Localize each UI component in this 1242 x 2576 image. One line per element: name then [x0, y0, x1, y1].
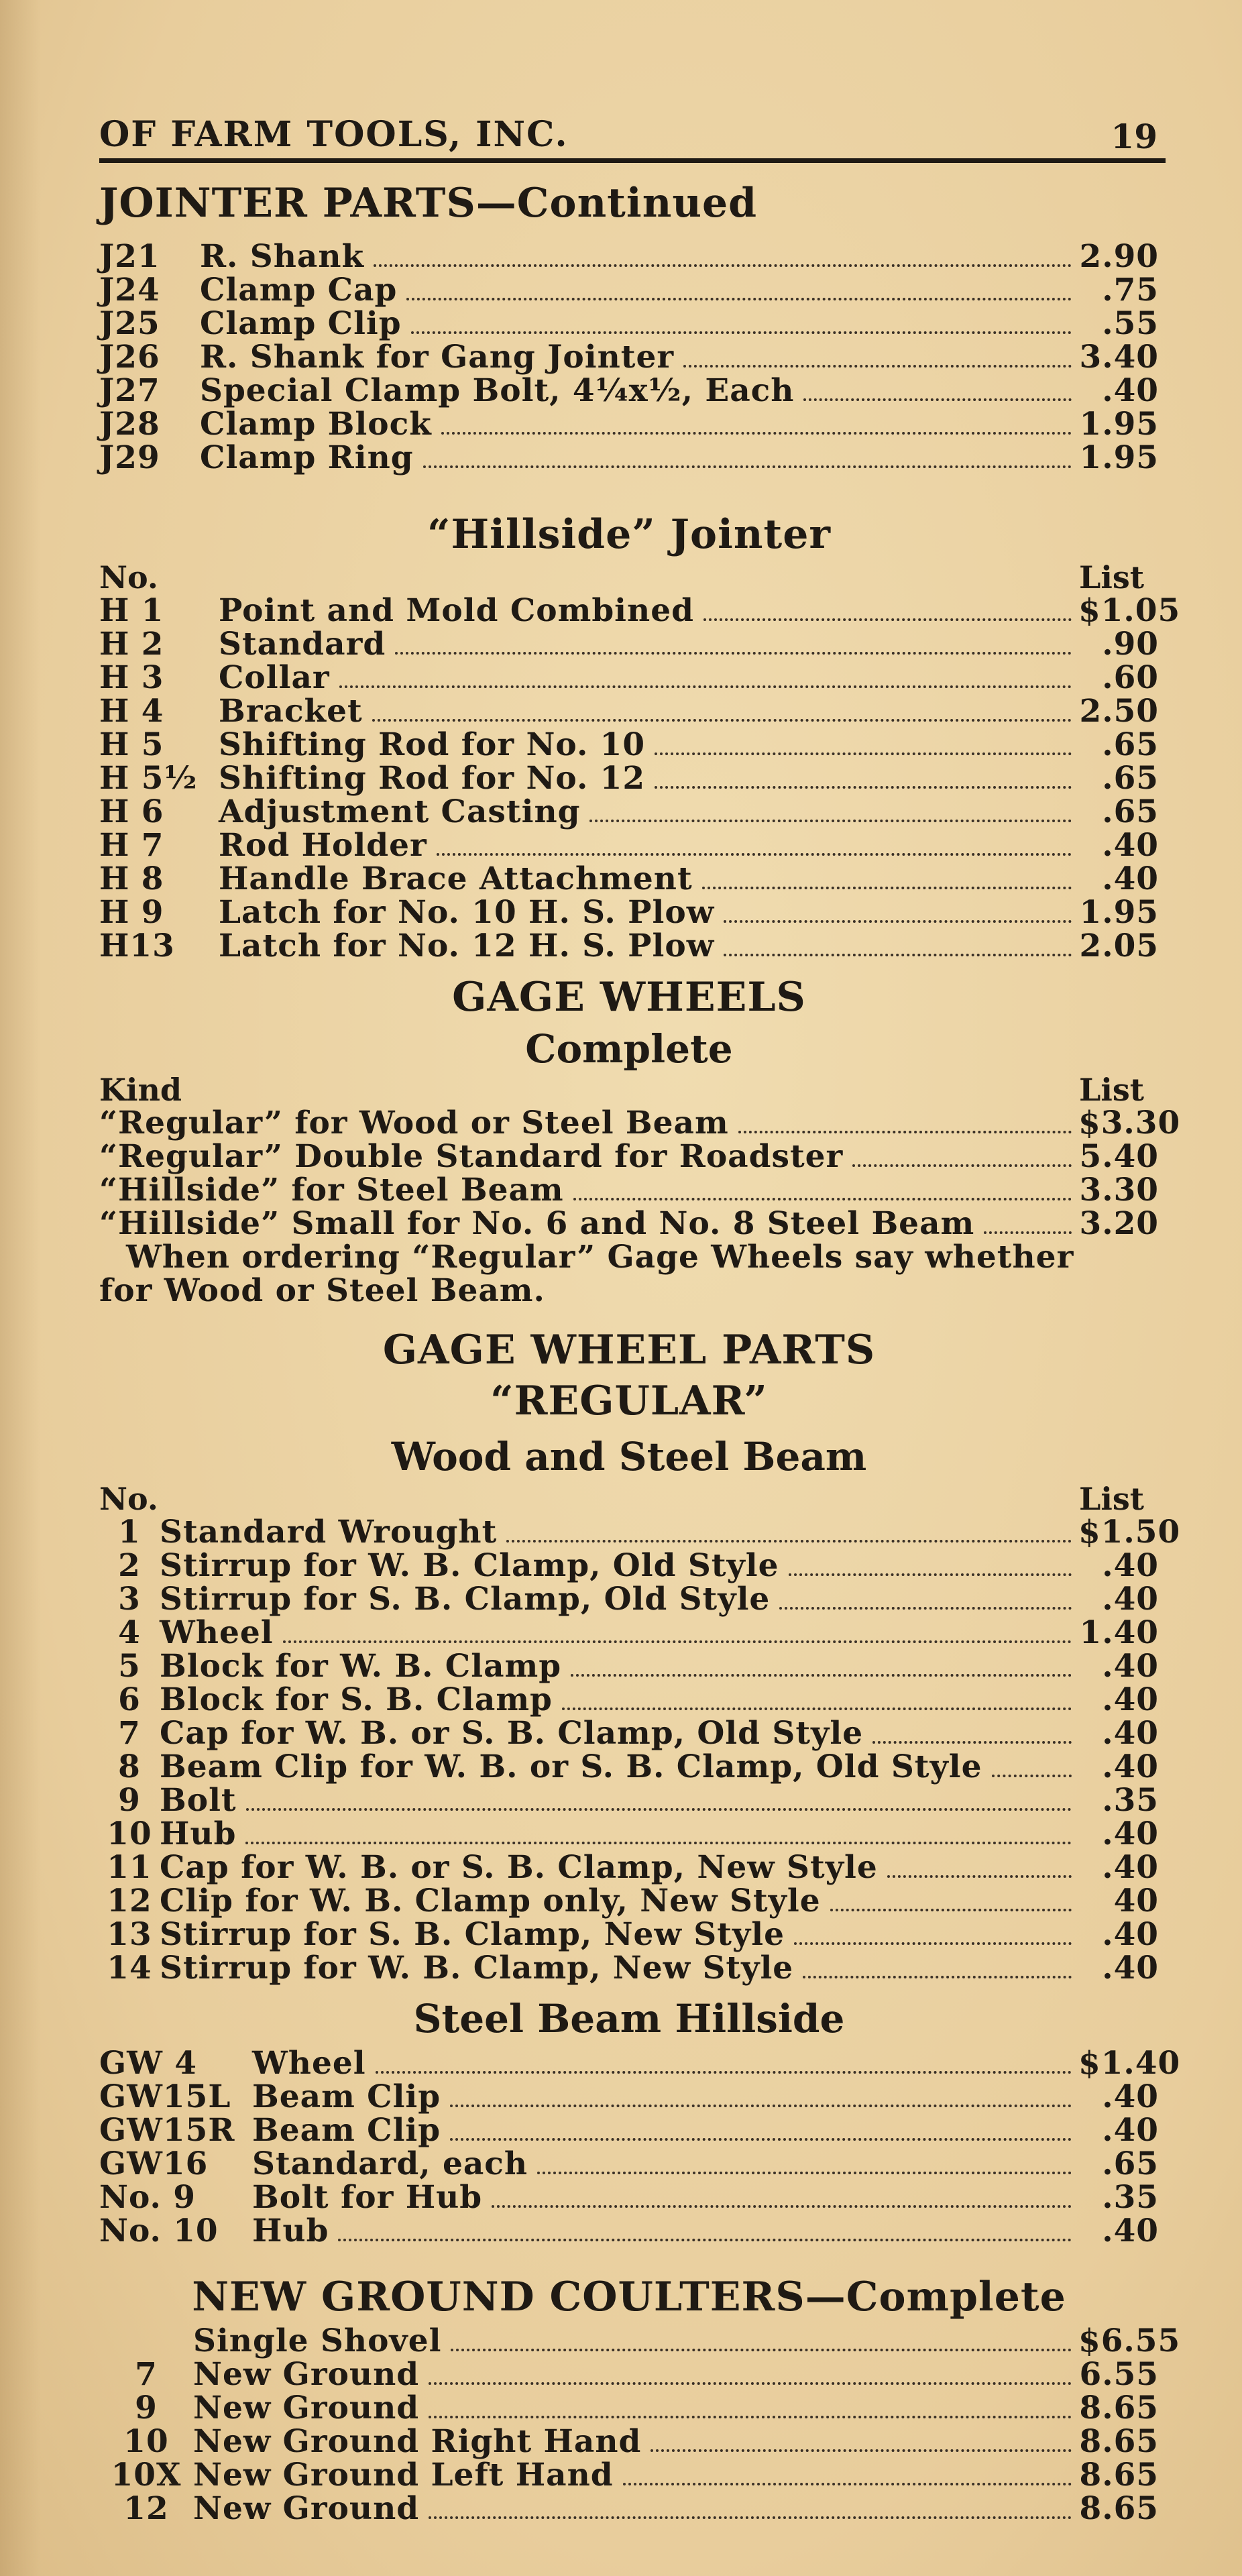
part-description: Stirrup for W. B. Clamp, New Style [160, 1950, 794, 1986]
part-number: H 5½ [99, 760, 198, 797]
gage-wheels-title: GAGE WHEELS [452, 974, 806, 1021]
part-number: H 8 [99, 860, 164, 897]
dot-leader [450, 2138, 1072, 2141]
list-price: 2.50 [1079, 693, 1159, 730]
price-row [99, 695, 1159, 728]
col-kind: Kind [99, 1072, 182, 1108]
dot-leader [246, 1808, 1072, 1811]
price-row [99, 2492, 1159, 2526]
gage-wheel-parts-list [99, 1514, 1181, 1986]
list-price: .40 [1102, 1581, 1159, 1618]
part-number: 11 [107, 1849, 152, 1886]
steel-beam-hillside-list [99, 2045, 1181, 2249]
list-price: 3.30 [1079, 1172, 1159, 1209]
list-price: .75 [1102, 272, 1159, 309]
gage-wheel-parts-section [99, 1327, 1181, 1986]
part-number: H 5 [99, 726, 164, 763]
dot-leader [429, 2416, 1072, 2418]
part-number: GW 4 [99, 2045, 197, 2082]
dot-leader [423, 465, 1072, 468]
part-description: Cap for W. B. or S. B. Clamp, New Style [160, 1849, 878, 1886]
price-row [99, 930, 1159, 963]
dot-leader [623, 2483, 1072, 2485]
part-number: J27 [99, 372, 160, 409]
hillside-jointer-title: “Hillside” Jointer [427, 511, 831, 558]
part-description: Clip for W. B. Clamp only, New Style [160, 1883, 821, 1919]
list-price: 1.95 [1079, 894, 1159, 931]
gage-wheels-list [99, 1105, 1181, 1242]
part-number: H 7 [99, 827, 164, 864]
part-description: New Ground Right Hand [193, 2423, 642, 2460]
dot-leader [429, 2516, 1072, 2519]
price-row [99, 592, 1181, 629]
part-description: Standard [219, 626, 386, 663]
dot-leader [803, 1976, 1072, 1978]
part-description: Rod Holder [219, 827, 427, 864]
price-row [99, 1616, 1159, 1650]
part-description: Special Clamp Bolt, 4¼x½, Each [200, 372, 795, 409]
part-description: Shifting Rod for No. 12 [219, 760, 646, 797]
part-number: J21 [99, 238, 160, 275]
col-list: List [1079, 559, 1144, 596]
part-number: 10 [123, 2423, 169, 2460]
coulters-list [99, 2322, 1181, 2527]
price-row [99, 2114, 1159, 2147]
list-price: 1.95 [1079, 439, 1159, 476]
price-row [99, 2080, 1159, 2114]
list-price: 3.40 [1079, 339, 1159, 376]
part-number: No. 9 [99, 2179, 196, 2216]
list-price: 8.65 [1079, 2423, 1159, 2460]
part-description: Bracket [219, 693, 363, 730]
price-row [99, 2181, 1159, 2215]
price-row [99, 1952, 1159, 1985]
list-price: .40 [1102, 1916, 1159, 1953]
list-price: 8.65 [1079, 2390, 1159, 2426]
ordering-note [99, 1241, 1159, 1308]
part-description: New Ground [193, 2356, 420, 2393]
part-number: J24 [99, 272, 160, 309]
price-row [99, 1140, 1159, 1174]
part-description: Handle Brace Attachment [219, 860, 693, 897]
jointer-parts-list [99, 240, 1159, 475]
part-description: Beam Clip for W. B. or S. B. Clamp, Old Style [160, 1748, 982, 1785]
dot-leader [395, 652, 1072, 655]
part-description: R. Shank for Gang Jointer [200, 339, 675, 376]
col-no: No. [99, 559, 158, 596]
dot-leader [376, 2071, 1072, 2074]
part-description: Beam Clip [252, 2078, 441, 2115]
part-description: Standard, each [252, 2145, 528, 2182]
price-row [99, 2215, 1159, 2248]
dot-leader [411, 331, 1072, 334]
column-headers [99, 561, 1159, 594]
part-description: Adjustment Casting [219, 793, 581, 830]
dot-leader [451, 2349, 1072, 2351]
list-price: $1.05 [1078, 592, 1181, 629]
price-row [99, 408, 1159, 441]
part-number: 10X [111, 2457, 182, 2494]
dot-leader [450, 2105, 1072, 2107]
dot-leader [794, 1942, 1072, 1945]
part-number: 10 [107, 1815, 152, 1852]
list-price: 2.90 [1079, 238, 1159, 275]
part-description: Stirrup for W. B. Clamp, Old Style [160, 1547, 779, 1584]
list-price: .40 [1102, 1547, 1159, 1584]
part-description: “Regular” for Wood or Steel Beam [99, 1105, 729, 1141]
price-row [99, 441, 1159, 475]
price-row [99, 1207, 1159, 1241]
part-number: H 3 [99, 659, 164, 696]
price-row [99, 1583, 1159, 1616]
dot-leader [651, 2449, 1072, 2452]
part-description: Bolt [160, 1782, 237, 1819]
part-description: Cap for W. B. or S. B. Clamp, Old Style [160, 1715, 864, 1752]
part-description: Clamp Clip [200, 305, 402, 342]
price-row [99, 2425, 1159, 2459]
part-number: 13 [107, 1916, 152, 1953]
part-number: 12 [123, 2490, 169, 2527]
list-price: .40 [1102, 1715, 1159, 1752]
price-row [99, 2358, 1159, 2392]
part-description: Standard Wrought [160, 1514, 498, 1551]
part-number: 5 [118, 1648, 141, 1685]
note-line: When ordering “Regular” Gage Wheels say whether [126, 1239, 1074, 1276]
part-description: New Ground [193, 2390, 420, 2426]
part-number: 7 [118, 1715, 141, 1752]
part-description: Stirrup for S. B. Clamp, New Style [160, 1916, 785, 1953]
gage-wheels-subtitle: Complete [525, 1026, 733, 1072]
dot-leader [589, 820, 1072, 822]
part-description: Collar [219, 659, 330, 696]
price-row [99, 1784, 1159, 1817]
part-description: New Ground Left Hand [193, 2457, 614, 2494]
dot-leader [683, 365, 1072, 368]
list-price: .40 [1102, 1748, 1159, 1785]
part-number: H 9 [99, 894, 164, 931]
part-number: 14 [107, 1950, 152, 1986]
wood-steel-beam-heading: Wood and Steel Beam [391, 1434, 867, 1479]
list-price: .40 [1102, 860, 1159, 897]
part-number: No. 10 [99, 2213, 219, 2249]
list-price: .60 [1102, 659, 1159, 696]
part-number: J29 [99, 439, 160, 476]
coulters-title: NEW GROUND COULTERS—Complete [192, 2274, 1066, 2320]
list-price: .35 [1102, 2179, 1159, 2216]
dot-leader [429, 2382, 1072, 2385]
price-row [99, 1549, 1159, 1583]
list-price: .40 [1102, 1849, 1159, 1886]
price-row [99, 2322, 1181, 2359]
part-number: J26 [99, 339, 160, 376]
dot-leader [724, 920, 1072, 923]
price-row [99, 896, 1159, 930]
dot-leader [655, 752, 1072, 755]
list-price: .40 [1102, 827, 1159, 864]
price-row [99, 2045, 1181, 2082]
price-row [99, 661, 1159, 695]
dot-leader [872, 1741, 1072, 1744]
part-description: Stirrup for S. B. Clamp, Old Style [160, 1581, 771, 1618]
dot-leader [245, 1842, 1072, 1844]
price-row [99, 2147, 1159, 2181]
list-price: $6.55 [1078, 2322, 1181, 2359]
price-row [99, 374, 1159, 408]
price-row [99, 274, 1159, 307]
dot-leader [852, 1164, 1072, 1167]
dot-leader [562, 1707, 1072, 1710]
part-description: Beam Clip [252, 2112, 441, 2149]
part-description: Clamp Ring [200, 439, 414, 476]
part-number: H 1 [99, 592, 164, 629]
col-list: List [1079, 1072, 1144, 1108]
part-number: 1 [118, 1514, 141, 1551]
price-row [99, 2459, 1159, 2492]
part-description: Clamp Cap [200, 272, 398, 309]
part-description: Block for W. B. Clamp [160, 1648, 562, 1685]
dot-leader [506, 1540, 1072, 1543]
dot-leader [702, 887, 1072, 889]
price-row [99, 1683, 1159, 1717]
price-row [99, 1851, 1159, 1885]
part-number: H 4 [99, 693, 164, 730]
list-price: 3.20 [1079, 1205, 1159, 1242]
dot-leader [830, 1909, 1072, 1911]
price-row [99, 1918, 1159, 1952]
list-price: 8.65 [1079, 2490, 1159, 2527]
part-number: J28 [99, 406, 160, 443]
list-price: .40 [1102, 1950, 1159, 1986]
part-number: GW15L [99, 2078, 231, 2115]
price-row [99, 1750, 1159, 1784]
part-description: “Hillside” Small for No. 6 and No. 8 Steel Beam [99, 1205, 975, 1242]
price-row [99, 1817, 1159, 1851]
dot-leader [283, 1640, 1072, 1643]
part-number: 12 [107, 1883, 152, 1919]
jointer-parts-section [99, 180, 1159, 475]
steel-beam-hillside-title: Steel Beam Hillside [413, 1996, 845, 2041]
part-description: R. Shank [200, 238, 365, 275]
dot-leader [338, 2239, 1072, 2241]
list-price: $1.50 [1078, 1514, 1181, 1551]
price-row [99, 1105, 1181, 1141]
part-description: Single Shovel [193, 2322, 442, 2359]
dot-leader [803, 398, 1072, 401]
part-description: Hub [252, 2213, 329, 2249]
price-row [99, 628, 1159, 661]
note-line: for Wood or Steel Beam. [99, 1272, 545, 1309]
part-description: Wheel [252, 2045, 366, 2082]
part-number: H 6 [99, 793, 164, 830]
price-row [99, 795, 1159, 829]
price-row [99, 762, 1159, 795]
list-price: 1.40 [1079, 1614, 1159, 1651]
part-number: 9 [135, 2390, 158, 2426]
dot-leader [779, 1607, 1072, 1610]
dot-leader [887, 1875, 1072, 1878]
col-list: List [1079, 1481, 1144, 1517]
part-description: Latch for No. 12 H. S. Plow [219, 928, 715, 964]
part-description: Point and Mold Combined [219, 592, 694, 629]
part-description: “Regular” Double Standard for Roadster [99, 1138, 844, 1175]
header-title: OF FARM TOOLS, INC. [99, 114, 569, 155]
dot-leader [789, 1573, 1072, 1576]
dot-leader [992, 1775, 1072, 1777]
part-number: J25 [99, 305, 160, 342]
list-price: $1.40 [1078, 2045, 1181, 2082]
dot-leader [374, 264, 1072, 267]
list-price: .65 [1102, 726, 1159, 763]
list-price: 1.95 [1079, 406, 1159, 443]
part-description: Hub [160, 1815, 237, 1852]
jointer-parts-title: JOINTER PARTS—Continued [99, 180, 758, 227]
dot-leader [655, 786, 1072, 789]
list-price: .40 [1102, 1648, 1159, 1685]
part-description: “Hillside” for Steel Beam [99, 1172, 564, 1209]
price-row [99, 862, 1159, 896]
list-price: 5.40 [1079, 1138, 1159, 1175]
price-row [99, 1174, 1159, 1207]
dot-leader [406, 298, 1072, 300]
list-price: .40 [1102, 2213, 1159, 2249]
hillside-jointer-section [99, 511, 1181, 964]
part-number: 2 [118, 1547, 141, 1584]
list-price: .40 [1102, 1815, 1159, 1852]
part-description: Clamp Block [200, 406, 432, 443]
dot-leader [573, 1198, 1072, 1200]
dot-leader [492, 2205, 1072, 2208]
part-description: New Ground [193, 2490, 420, 2527]
part-number: GW16 [99, 2145, 209, 2182]
part-number: 3 [118, 1581, 141, 1618]
dot-leader [724, 954, 1072, 956]
list-price: .90 [1102, 626, 1159, 663]
part-description: Bolt for Hub [252, 2179, 483, 2216]
list-price: $3.30 [1078, 1105, 1181, 1141]
part-number: 6 [118, 1681, 141, 1718]
part-number: 4 [118, 1614, 141, 1651]
list-price: .65 [1102, 760, 1159, 797]
column-headers [99, 1482, 1159, 1516]
page-header [99, 114, 1166, 163]
part-number: H 2 [99, 626, 164, 663]
part-number: H13 [99, 928, 175, 964]
coulters-section [99, 2274, 1181, 2527]
part-number: 9 [118, 1782, 141, 1819]
part-number: 8 [118, 1748, 141, 1785]
part-description: Latch for No. 10 H. S. Plow [219, 894, 715, 931]
part-description: Shifting Rod for No. 10 [219, 726, 646, 763]
list-price: .35 [1102, 1782, 1159, 1819]
price-row [99, 1514, 1181, 1551]
list-price: 40 [1113, 1883, 1159, 1919]
price-row [99, 1885, 1159, 1918]
part-number: GW15R [99, 2112, 235, 2149]
dot-leader [372, 719, 1072, 722]
dot-leader [738, 1131, 1072, 1133]
list-price: .55 [1102, 305, 1159, 342]
part-number: 7 [135, 2356, 158, 2393]
price-row [99, 1717, 1159, 1750]
price-row [99, 307, 1159, 341]
dot-leader [537, 2172, 1072, 2174]
price-row [99, 829, 1159, 862]
gage-wheel-parts-title: GAGE WHEEL PARTS [382, 1327, 876, 1374]
dot-leader [437, 853, 1072, 856]
gage-wheels-section [99, 974, 1181, 1309]
dot-leader [984, 1231, 1072, 1234]
list-price: 2.05 [1079, 928, 1159, 964]
column-headers [99, 1073, 1159, 1107]
hillside-jointer-list [99, 592, 1181, 964]
list-price: .40 [1102, 2078, 1159, 2115]
list-price: .40 [1102, 372, 1159, 409]
dot-leader [339, 685, 1072, 688]
price-row [99, 2392, 1159, 2425]
part-description: Block for S. B. Clamp [160, 1681, 553, 1718]
list-price: .40 [1102, 1681, 1159, 1718]
col-no: No. [99, 1481, 158, 1517]
list-price: .40 [1102, 2112, 1159, 2149]
dot-leader [441, 432, 1072, 435]
list-price: 6.55 [1079, 2356, 1159, 2393]
price-row [99, 728, 1159, 762]
dot-leader [703, 618, 1072, 621]
part-description: Wheel [160, 1614, 274, 1651]
price-row [99, 341, 1159, 374]
price-row [99, 240, 1159, 274]
gage-wheel-parts-subtitle: “REGULAR” [490, 1378, 768, 1424]
steel-beam-hillside-section [99, 1996, 1181, 2249]
list-price: .65 [1102, 2145, 1159, 2182]
list-price: .65 [1102, 793, 1159, 830]
page-number: 19 [1111, 117, 1158, 156]
dot-leader [571, 1674, 1072, 1677]
price-row [99, 1650, 1159, 1683]
list-price: 8.65 [1079, 2457, 1159, 2494]
